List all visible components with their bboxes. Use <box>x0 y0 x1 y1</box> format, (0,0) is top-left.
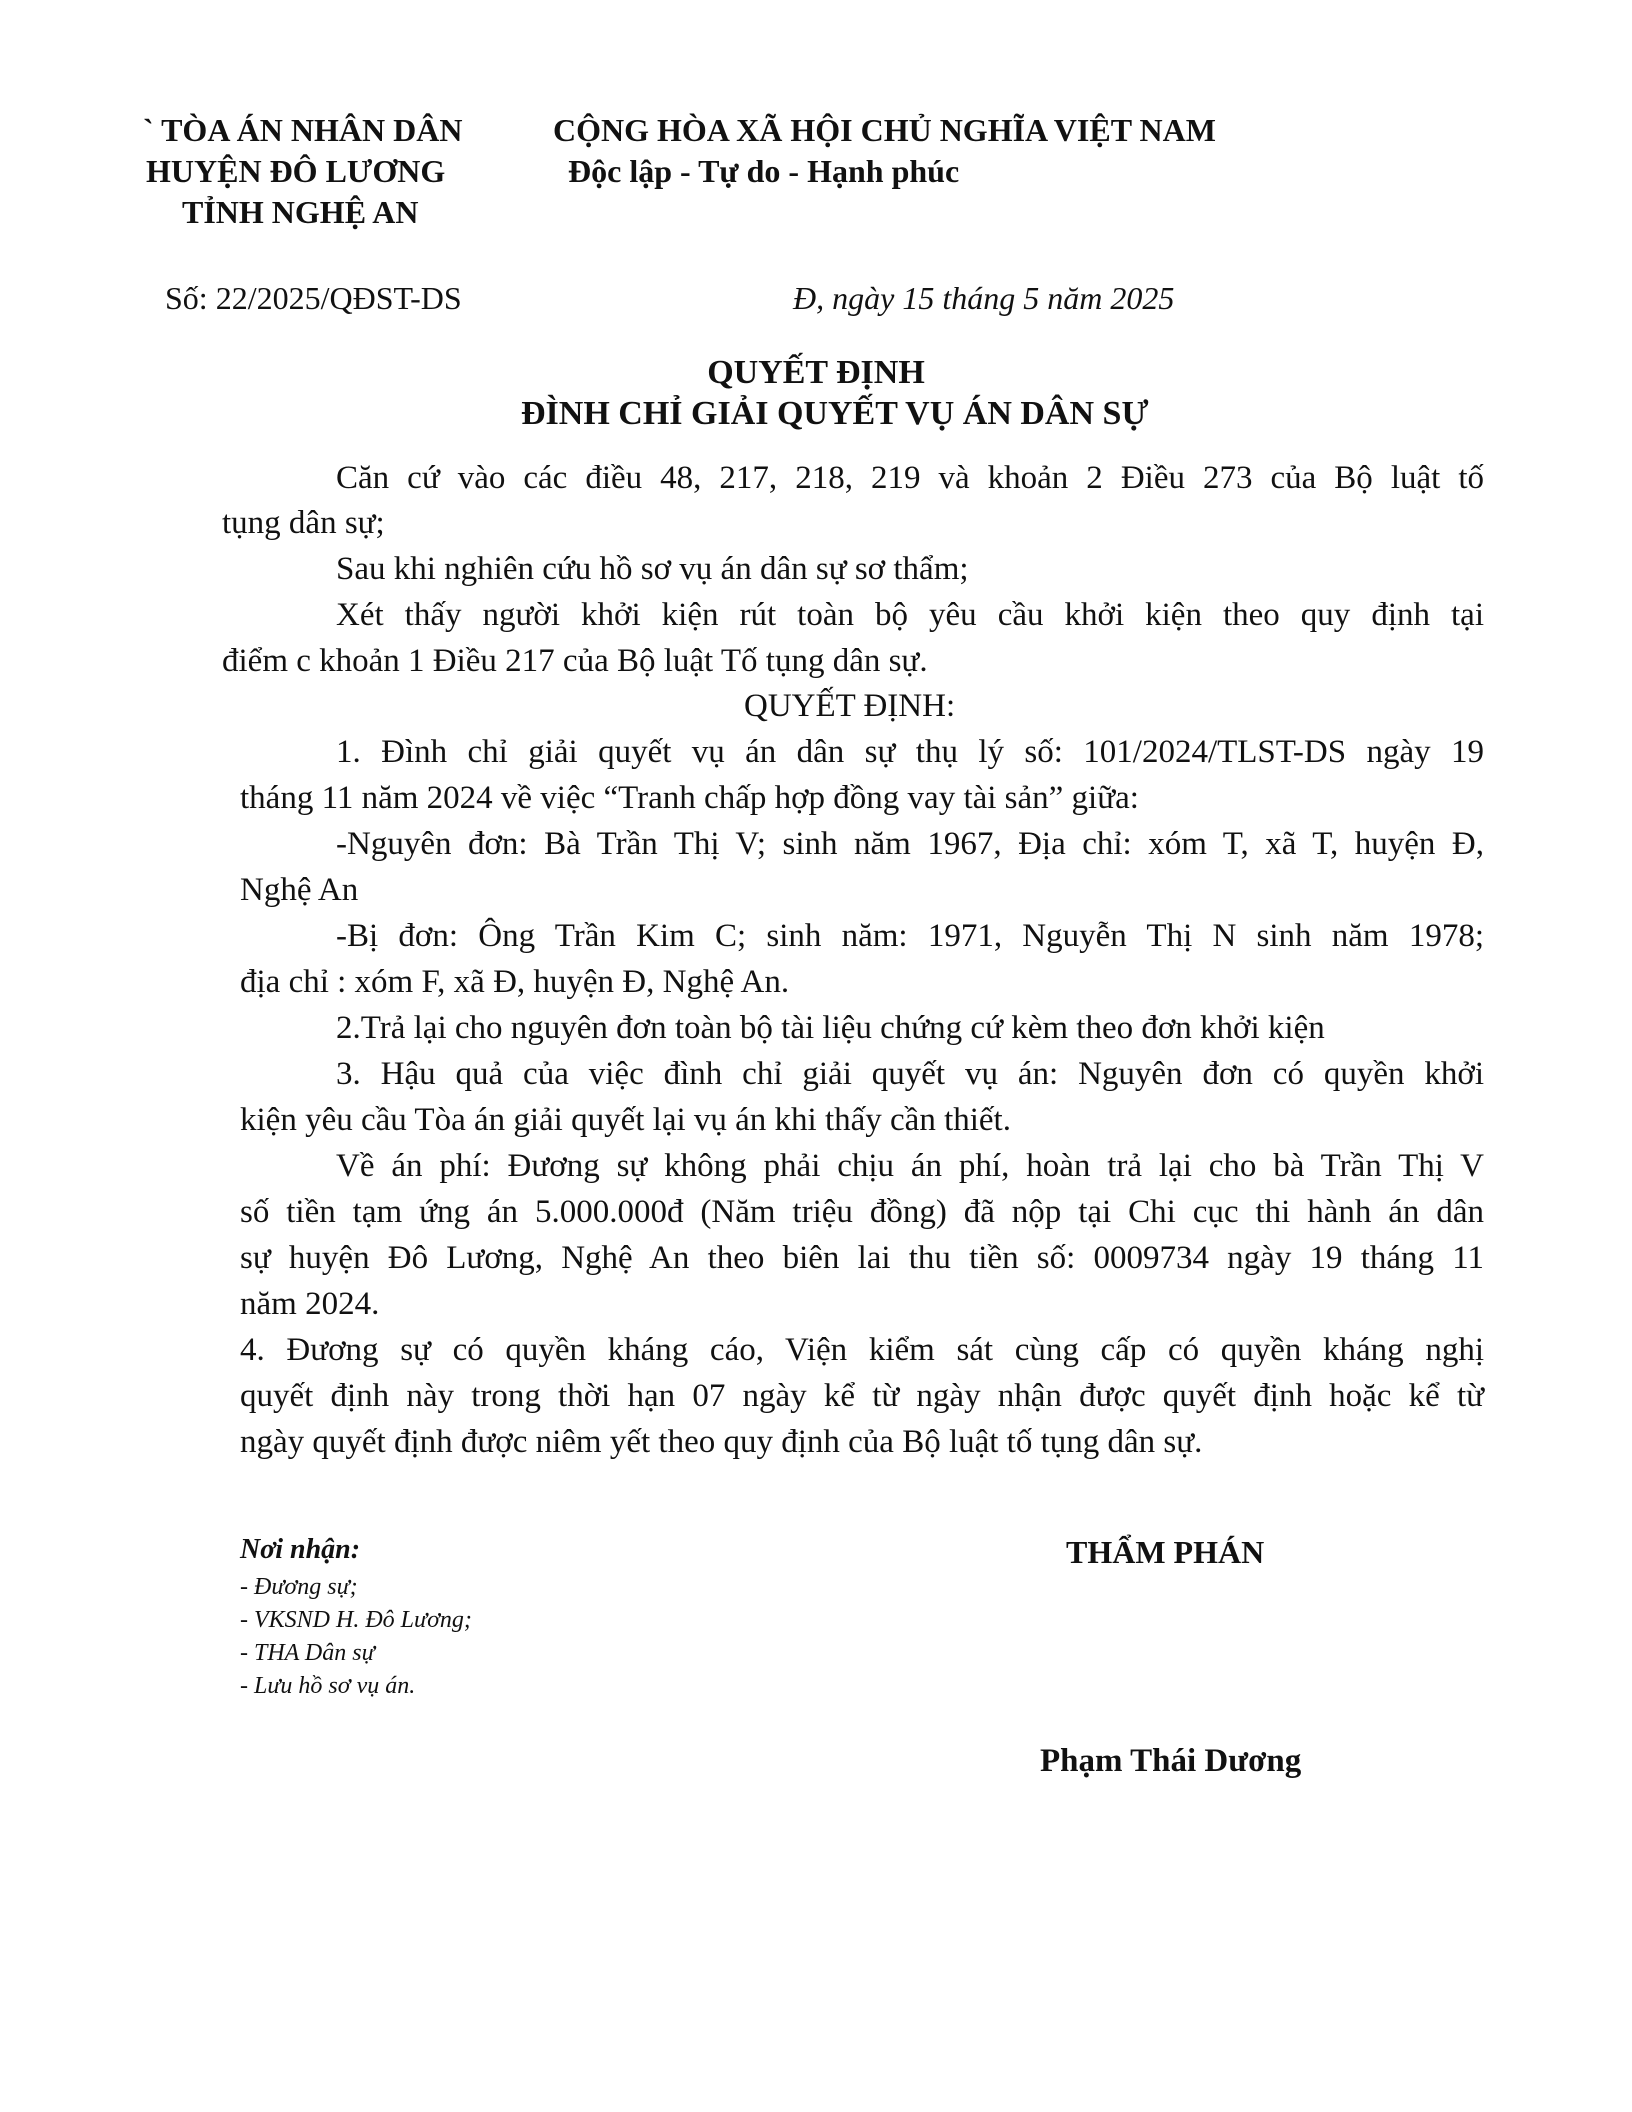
body-line: 3. Hậu quả của việc đình chỉ giải quyết vụ án: Nguyên đơn có quyền khởi <box>336 1056 1484 1092</box>
signer-role: THẨM PHÁN <box>1066 1534 1265 1570</box>
body-line: -Nguyên đơn: Bà Trần Thị V; sinh năm 1967, Địa chỉ: xóm T, xã T, huyện Đ, <box>336 826 1484 862</box>
body-line: sự huyện Đô Lương, Nghệ An theo biên lai thu tiền số: 0009734 ngày 19 tháng 11 <box>240 1240 1484 1276</box>
body-line: tháng 11 năm 2024 về việc “Tranh chấp hợp đồng vay tài sản” giữa: <box>240 780 1139 816</box>
body-line: số tiền tạm ứng án 5.000.000đ (Năm triệu đồng) đã nộp tại Chi cục thi hành án dân <box>240 1194 1484 1230</box>
court-name-line2: HUYỆN ĐÔ LƯƠNG <box>146 153 446 189</box>
body-line: 2.Trả lại cho nguyên đơn toàn bộ tài liệu chứng cứ kèm theo đơn khởi kiện <box>336 1010 1325 1046</box>
body-line: Về án phí: Đương sự không phải chịu án phí, hoàn trả lại cho bà Trần Thị V <box>336 1148 1484 1184</box>
court-name-line3: TỈNH NGHỆ AN <box>182 194 419 230</box>
body-line: địa chỉ : xóm F, xã Đ, huyện Đ, Nghệ An. <box>240 964 790 1000</box>
recipient-item: - VKSND H. Đô Lương; <box>240 1607 472 1633</box>
body-line: năm 2024. <box>240 1286 380 1322</box>
decision-title: QUYẾT ĐỊNH <box>707 354 925 391</box>
body-line: Xét thấy người khởi kiện rút toàn bộ yêu cầu khởi kiện theo quy định tại <box>336 597 1484 633</box>
body-line: Sau khi nghiên cứu hồ sơ vụ án dân sự sơ thẩm; <box>336 551 969 587</box>
nation-title: CỘNG HÒA XÃ HỘI CHỦ NGHĨA VIỆT NAM <box>553 112 1216 148</box>
body-line: ngày quyết định được niêm yết theo quy định của Bộ luật tố tụng dân sự. <box>240 1424 1203 1460</box>
body-line: Căn cứ vào các điều 48, 217, 218, 219 và khoản 2 Điều 273 của Bộ luật tố <box>336 460 1484 496</box>
body-line: tụng dân sự; <box>222 505 385 541</box>
signer-name: Phạm Thái Dương <box>1040 1743 1302 1779</box>
body-line: điểm c khoản 1 Điều 217 của Bộ luật Tố tụng dân sự. <box>222 643 928 679</box>
recipient-item: - Đương sự; <box>240 1574 358 1600</box>
body-line: kiện yêu cầu Tòa án giải quyết lại vụ án khi thấy cần thiết. <box>240 1102 1011 1138</box>
body-line: Nghệ An <box>240 872 359 908</box>
document-number: Số: 22/2025/QĐST-DS <box>165 280 462 316</box>
decision-subtitle: ĐÌNH CHỈ GIẢI QUYẾT VỤ ÁN DÂN SỰ <box>521 395 1149 432</box>
body-line: quyết định này trong thời hạn 07 ngày kể từ ngày nhận được quyết định hoặc kể từ <box>240 1378 1484 1414</box>
nation-motto: Độc lập - Tự do - Hạnh phúc <box>568 153 960 189</box>
recipients-heading: Nơi nhận: <box>240 1534 361 1565</box>
recipient-item: - Lưu hồ sơ vụ án. <box>240 1673 416 1699</box>
document-date: Đ, ngày 15 tháng 5 năm 2025 <box>793 280 1175 316</box>
body-line: -Bị đơn: Ông Trần Kim C; sinh năm: 1971, Nguyễn Thị N sinh năm 1978; <box>336 918 1484 954</box>
body-line: 1. Đình chỉ giải quyết vụ án dân sự thụ lý số: 101/2024/TLST-DS ngày 19 <box>336 734 1484 770</box>
recipient-item: - THA Dân sự <box>240 1640 375 1666</box>
body-line: 4. Đương sự có quyền kháng cáo, Viện kiểm sát cùng cấp có quyền kháng nghị <box>240 1332 1484 1368</box>
court-name-line1: ` TÒA ÁN NHÂN DÂN <box>143 112 463 148</box>
decision-heading: QUYẾT ĐỊNH: <box>744 688 956 724</box>
